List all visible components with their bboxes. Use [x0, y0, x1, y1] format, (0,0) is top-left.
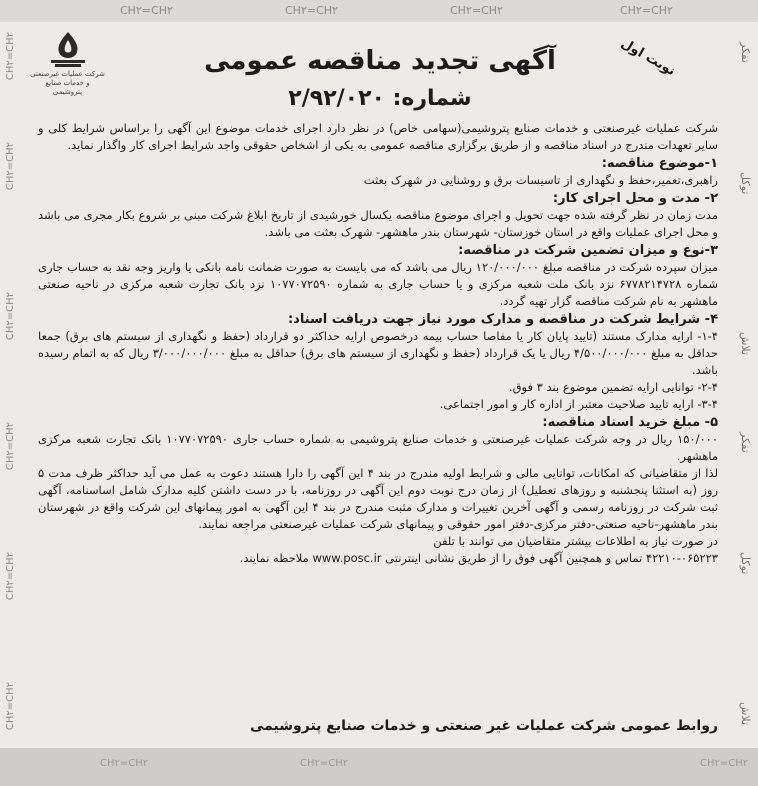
bottom-band-text: CH۲=CH۲: [700, 758, 749, 769]
section-4-item-2: ۲-۴- توانایی ارایه تضمین موضوع بند ۳ فوق.: [508, 380, 718, 394]
right-strip-word: تفکر: [739, 42, 752, 63]
right-strip-word: توکل: [739, 172, 752, 195]
top-band-text: CH۲=CH۲: [120, 4, 173, 17]
section-3-text: میزان سپرده شرکت در مناقصه مبلغ ۱۲۰/۰۰۰/۰۰۰ ریال می باشد که می بایست به صورت ضمانت نامه بانکی یا واریز وجه نقد به حساب جاری شماره ۶۷۷۸۲۱۴۷۲۸ نزد بانک ملت شعبه مرکزی و یا حساب جاری به شماره ۱۰۷۷۰۷۲۵۹۰ نزد بانک تجارت شعبه مرکزی در ناحیه صنعتی ماهشهر به نام شرکت مناقصه گزار تهیه گردد.: [38, 260, 718, 308]
ad-body: [38, 120, 718, 567]
intro-paragraph: شرکت عملیات غیرصنعتی و خدمات صنایع پتروشیمی(سهامی خاص) در نظر دارد اجرای خدمات موضوع این آگهی را براساس شرایط کلی و سایر تعهدات مندرج در اسناد مناقصه و از طریق برگزاری مناقصه عمومی به یکی از اشخاص حقوقی واجد شرایط اجرای کار واگذار نماید.: [38, 121, 718, 152]
section-2-text: مدت زمان در نظر گرفته شده جهت تحویل و اجرای موضوع مناقصه یکسال خورشیدی از تاریخ ابلاغ شرکت مبنی بر شروع بکار مجری می باشد و محل اجرای عملیات واقع در استان خوزستان- شهرستان بندر ماهشهر- شهرک بعثت می باشد.: [38, 208, 718, 239]
section-4-item-3: ۳-۴- ارایه تایید صلاحیت معتبر از اداره کار و امور اجتماعی.: [439, 397, 718, 411]
flame-tower-icon: [45, 30, 91, 70]
top-band: [0, 0, 758, 22]
right-strip-word: تلاش: [739, 702, 752, 726]
logo-caption-2: و خدمات صنایع پتروشیمی: [45, 79, 90, 96]
contact-line-2: ۴۲۲۱۰-۰۶۵۲۲۳ تماس و همچنین آگهی فوق را از طریق نشانی اینترنتی www.posc.ir ملاحظه نمایند.: [239, 551, 718, 565]
left-strip-text: CH۲=CH۲: [5, 142, 16, 191]
edition-stamp: نوبت اول: [618, 35, 678, 80]
section-1-text: راهبری،تعمیر،حفظ و نگهداری از تاسیسات برق و روشنایی در شهرک بعثت: [363, 173, 718, 187]
right-strip-word: تفکر: [739, 432, 752, 453]
bottom-band-text: CH۲=CH۲: [300, 758, 349, 769]
footer-signature: روابط عمومی شرکت عملیات غیر صنعتی و خدمات صنایع پتروشیمی: [250, 718, 718, 734]
left-strip: [0, 22, 26, 748]
section-4-item-1: ۱-۴- ارایه مدارک مستند (تایید پایان کار یا مفاصا حساب بیمه درخصوص ارایه حداکثر دو قرارداد (حفظ و نگهداری از سیستم های برق) جمعا حداقل به مبلغ ۴/۵۰۰/۰۰۰/۰۰۰ ریال یا یک قرارداد (حفظ و نگهداری از سیستم های برق) حداقل به مبلغ ۳/۰۰۰/۰۰۰/۰۰۰ ریال که به اتمام رسیده باشد.: [38, 329, 718, 377]
top-band-text: CH۲=CH۲: [285, 4, 338, 17]
top-band-text: CH۲=CH۲: [450, 4, 503, 17]
section-3-heading: ۳-نوع و میزان تضمین شرکت در مناقصه:: [458, 243, 718, 258]
section-5-text: ۱۵۰/۰۰۰ ریال در وجه شرکت عملیات غیرصنعتی و خدمات صنایع پتروشیمی به شماره حساب جاری ۱۰۷۷۰۷۲۵۹۰ بانک تجارت شعبه مرکزی ماهشهر.: [38, 432, 718, 463]
section-1-heading: ۱-موضوع مناقصه:: [601, 156, 718, 171]
section-5-heading: ۵- مبلغ خرید اسناد مناقصه:: [542, 415, 718, 430]
left-strip-text: CH۲=CH۲: [5, 292, 16, 341]
left-strip-text: CH۲=CH۲: [5, 552, 16, 601]
page-title: آگهی تجدید مناقصه عمومی: [204, 46, 556, 76]
contact-line-1: در صورت نیاز به اطلاعات بیشتر متقاضیان می توانند با تلفن: [433, 534, 718, 548]
logo-caption-1: شرکت عملیات غیرصنعتی: [30, 70, 105, 78]
top-band-text: CH۲=CH۲: [620, 4, 673, 17]
right-strip: [732, 22, 758, 748]
section-2-heading: ۲- مدت و محل اجرای کار:: [552, 191, 718, 206]
left-strip-text: CH۲=CH۲: [5, 32, 16, 81]
closing-paragraph: لذا از متقاضیانی که امکانات، توانایی مالی و شرایط اولیه مندرج در بند ۴ این آگهی را دارا هستند دعوت به عمل می آید حداکثر ظرف مدت ۵ روز (به استثنا پنجشنبه و روزهای تعطیل) از زمان درج نوبت دوم این آگهی در روزنامه، با در دست داشتن کلیه مدارک شامل اساسنامه، آگهی ثبت شرکت در روزنامه رسمی و آگهی آخرین تغییرات و مدارک مثبت مندرج در بند ۴ این آگهی به امور پیمانهای این شرکت واقع در شهرستان بندر ماهشهر-ناحیه صنعتی-دفتر مرکزی-دفتر امور حقوقی و پیمانهای شرکت عملیات غیرصنعتی مراجعه نمایند.: [38, 466, 718, 531]
left-strip-text: CH۲=CH۲: [5, 422, 16, 471]
right-strip-word: توکل: [739, 552, 752, 575]
left-strip-text: CH۲=CH۲: [5, 682, 16, 731]
bottom-band-text: CH۲=CH۲: [100, 758, 149, 769]
company-logo: [30, 30, 105, 97]
right-strip-word: تلاش: [739, 332, 752, 356]
section-4-heading: ۴- شرایط شرکت در مناقصه و مدارک مورد نیاز جهت دریافت اسناد:: [287, 312, 718, 327]
bottom-band: [0, 748, 758, 786]
tender-number: شماره: ۲/۹۲/۰۲۰: [288, 86, 472, 111]
